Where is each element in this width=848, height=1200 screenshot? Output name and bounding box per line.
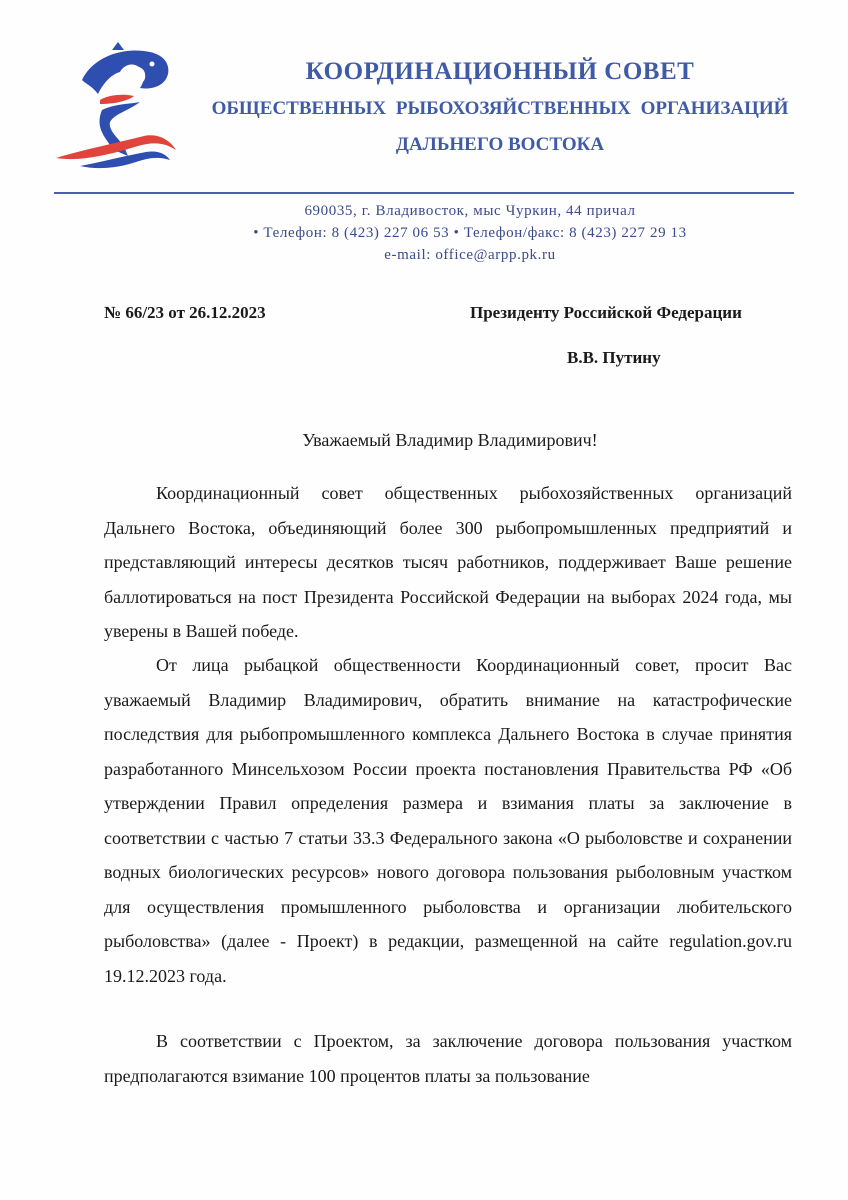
letter-body-paragraph-3 [104,1024,792,1093]
org-subtitle: ОБЩЕСТВЕННЫХ РЫБОХОЗЯЙСТВЕННЫХ ОРГАНИЗАЦИЙ [211,98,789,119]
org-email: e-mail: office@arpp.pk.ru [384,247,556,263]
addressee-title: Президенту Российской Федерации [470,303,742,322]
document-reference: № 66/23 от 26.12.2023 [104,303,266,322]
letterhead-divider [54,192,794,194]
org-address: 690035, г. Владивосток, мыс Чуркин, 44 причал [304,203,636,219]
org-title: КООРДИНАЦИОННЫЙ СОВЕТ [305,58,695,85]
paragraph-text: От лица рыбацкой общественности Координационный совет, просит Вас уважаемый Владимир Владимирович, обратить внимание на катастрофические последствия для рыбопромышленного комплекса Дальнего Востока в случае принятия разработанного Минсельхозом России проекта постановления Правительства РФ «Об утверждении Правил определения размера и взимания платы за заключение в соответствии с частью 7 статьи 33.3 Федерального закона «О рыболовстве и сохранении водных биологических ресурсов» нового договора пользования рыболовным участком для осуществления промышленного рыболовства и организации любительского рыболовства» (далее - Проект) в редакции, размещенной на сайте regulation.gov.ru 19.12.2023 года. [104,655,792,986]
org-phones: • Телефон: 8 (423) 227 06 53 • Телефон/факс: 8 (423) 227 29 13 [253,225,687,241]
fish-waves-logo-icon [52,38,182,173]
paragraph-text: В соответствии с Проектом, за заключение договора пользования участком предполагаются взимание 100 процентов платы за пользование [104,1031,792,1086]
salutation: Уважаемый Владимир Владимирович! [302,430,598,450]
addressee-name: В.В. Путину [567,348,661,367]
letter-body-paragraph-1 [104,476,792,649]
org-region: ДАЛЬНЕГО ВОСТОКА [395,134,605,155]
paragraph-text: Координационный совет общественных рыбохозяйственных организаций Дальнего Востока, объединяющий более 300 рыбопромышленных предприятий и представляющий интересы десятков тысяч работников, поддерживает Ваше решение баллотироваться на пост Президента Российской Федерации на выборах 2024 года, мы уверены в Вашей победе. [104,483,792,641]
letter-body-paragraph-2 [104,648,792,993]
